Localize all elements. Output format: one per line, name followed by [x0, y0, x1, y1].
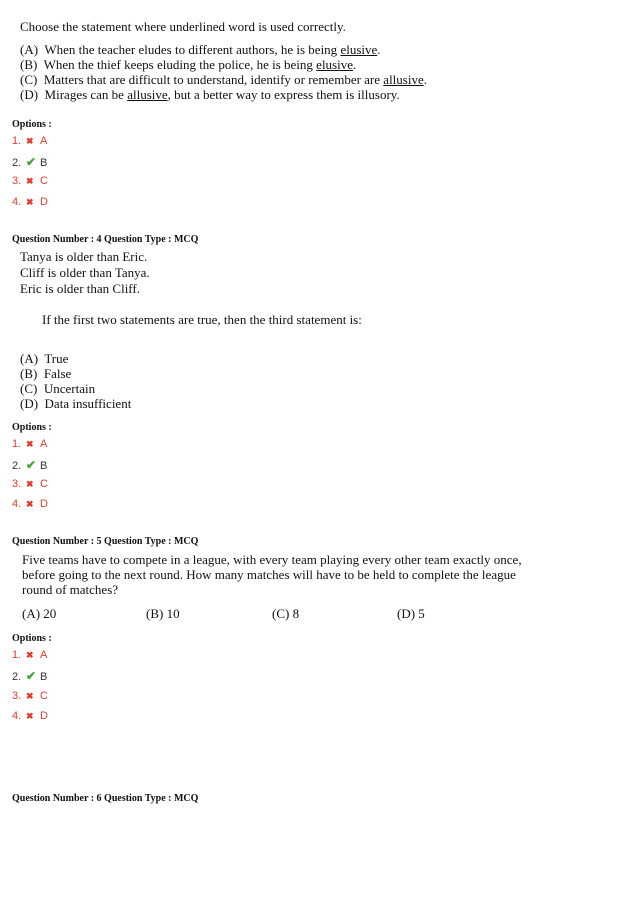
- q5-meta: Question Number : 5 Question Type : MCQ: [12, 536, 199, 547]
- option-number: 3.: [12, 690, 22, 702]
- cross-icon: ✖: [26, 691, 34, 701]
- choice-key: (D): [20, 396, 39, 411]
- option-letter: D: [40, 196, 48, 208]
- option-number: 3.: [12, 478, 22, 490]
- choice-text-end: .: [423, 72, 427, 87]
- cross-icon: ✖: [26, 650, 34, 660]
- option-letter: C: [40, 478, 48, 490]
- q3-choice-c: [20, 72, 427, 87]
- q4-choice-c: [20, 381, 95, 396]
- option-letter: B: [40, 460, 48, 472]
- q3-choice-b: [20, 57, 356, 72]
- choice-key: (C): [20, 72, 38, 87]
- q5-options-label: Options :: [12, 633, 52, 644]
- option-letter: A: [40, 649, 48, 661]
- choice-text: When the thief keeps eluding the police, he is being: [43, 57, 317, 72]
- underlined-word: allusive: [383, 72, 424, 87]
- cross-icon: ✖: [26, 136, 34, 146]
- choice-text: False: [43, 366, 72, 381]
- choice-text-end: .: [353, 57, 357, 72]
- q4-options-label: Options :: [12, 422, 52, 433]
- q5-choice-b: (B) 10: [146, 606, 180, 621]
- q5-option-3[interactable]: [12, 690, 48, 702]
- q4-question: If the first two statements are true, then the third statement is:: [42, 312, 362, 327]
- cross-icon: ✖: [26, 176, 34, 186]
- option-number: 2.: [12, 157, 22, 169]
- choice-key: (C): [20, 381, 38, 396]
- q3-option-4[interactable]: [12, 196, 48, 208]
- cross-icon: ✖: [26, 711, 34, 721]
- option-number: 1.: [12, 438, 22, 450]
- q4-option-3[interactable]: [12, 478, 48, 490]
- q4-statement-2: Cliff is older than Tanya.: [20, 265, 150, 280]
- check-icon: ✔: [26, 669, 37, 683]
- q4-choice-b: [20, 366, 71, 381]
- cross-icon: ✖: [26, 499, 34, 509]
- check-icon: ✔: [26, 458, 37, 472]
- q4-choice-a: [20, 351, 68, 366]
- option-letter: D: [40, 710, 48, 722]
- choice-text: Uncertain: [43, 381, 96, 396]
- underlined-word: allusive: [127, 87, 168, 102]
- choice-text: When the teacher eludes to different authors, he is being: [44, 42, 341, 57]
- q5-choice-d: (D) 5: [397, 606, 425, 621]
- q3-prompt: Choose the statement where underlined word is used correctly.: [20, 19, 346, 34]
- q5-option-4[interactable]: [12, 710, 48, 722]
- option-number: 3.: [12, 175, 22, 187]
- choice-text-end: , but a better way to express them is illusory.: [167, 87, 400, 102]
- q5-option-1[interactable]: [12, 649, 47, 661]
- q3-option-3[interactable]: [12, 175, 48, 187]
- q4-option-2[interactable]: [12, 458, 47, 472]
- option-letter: C: [40, 175, 48, 187]
- q6-meta: Question Number : 6 Question Type : MCQ: [12, 793, 199, 804]
- choice-text: True: [44, 351, 69, 366]
- q4-choice-d: [20, 396, 131, 411]
- cross-icon: ✖: [26, 479, 34, 489]
- q3-option-1[interactable]: [12, 135, 47, 147]
- q5-choice-c: (C) 8: [272, 606, 300, 621]
- q4-option-1[interactable]: [12, 438, 47, 450]
- underlined-word: elusive: [340, 42, 378, 57]
- choice-text-end: .: [377, 42, 381, 57]
- option-number: 4.: [12, 710, 22, 722]
- option-letter: C: [40, 690, 48, 702]
- choice-text: Mirages can be: [44, 87, 128, 102]
- choice-key: (A): [20, 351, 39, 366]
- q4-statement-3: Eric is older than Cliff.: [20, 281, 140, 296]
- q3-options-label: Options :: [12, 119, 52, 130]
- q5-option-2[interactable]: [12, 669, 47, 683]
- q3-option-2[interactable]: [12, 155, 47, 169]
- option-number: 1.: [12, 135, 22, 147]
- choice-key: (B): [20, 366, 38, 381]
- cross-icon: ✖: [26, 439, 34, 449]
- choice-key: (A): [20, 42, 39, 57]
- cross-icon: ✖: [26, 197, 34, 207]
- choice-key: (D): [20, 87, 39, 102]
- option-number: 4.: [12, 196, 22, 208]
- option-letter: D: [40, 498, 48, 510]
- option-letter: A: [40, 438, 48, 450]
- option-letter: B: [40, 157, 48, 169]
- choice-key: (B): [20, 57, 38, 72]
- q4-meta: Question Number : 4 Question Type : MCQ: [12, 234, 199, 245]
- q5-choice-a: (A) 20: [22, 606, 57, 621]
- choice-text: Data insufficient: [44, 396, 132, 411]
- q5-text: Five teams have to compete in a league, with every team playing every other team exactly once, before going to the next round. How many matches will have to be held to complete the league round of matches?: [22, 552, 522, 597]
- option-letter: A: [40, 135, 48, 147]
- option-number: 4.: [12, 498, 22, 510]
- q4-option-4[interactable]: [12, 498, 48, 510]
- q3-choice-d: [20, 87, 400, 102]
- option-number: 1.: [12, 649, 22, 661]
- option-number: 2.: [12, 460, 22, 472]
- option-letter: B: [40, 671, 48, 683]
- q3-choice-a: [20, 42, 381, 57]
- option-number: 2.: [12, 671, 22, 683]
- underlined-word: elusive: [316, 57, 353, 72]
- check-icon: ✔: [26, 155, 37, 169]
- q4-statement-1: Tanya is older than Eric.: [20, 249, 148, 264]
- choice-text: Matters that are difficult to understand, identify or remember are: [43, 72, 384, 87]
